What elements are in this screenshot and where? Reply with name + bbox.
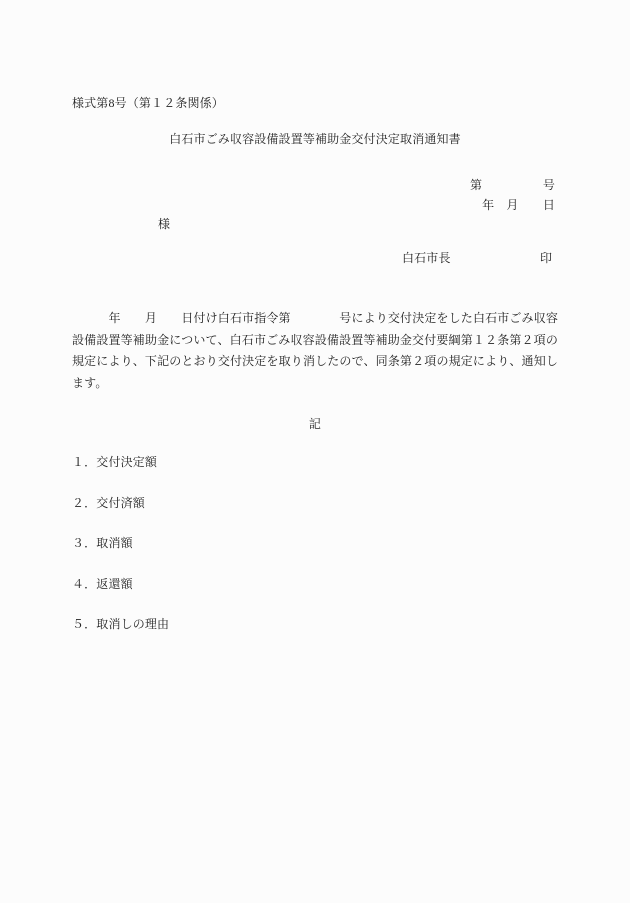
list-item-grant-decision-amount: １．交付決定額 (72, 455, 158, 469)
list-item-paid-amount: ２．交付済額 (72, 495, 145, 510)
form-number-label: 様式第8号（第１２条関係） (72, 96, 224, 110)
date-blank: 年 月 日 (482, 198, 555, 212)
body-line: 設備設置等補助金について、白石市ごみ収容設備設置等補助金交付要綱第１２条第２項の (72, 332, 558, 347)
document-number-blank: 第 号 (469, 178, 555, 192)
section-marker-ki: 記 (308, 417, 322, 431)
document-title: 白石市ごみ収容設備設置等補助金交付決定取消通知書 (169, 132, 461, 146)
body-line: ます。 (72, 375, 108, 390)
sender-name: 白石市長 (402, 251, 451, 265)
body-line: 規定により、下記のとおり交付決定を取り消したので、同条第２項の規定により、通知し (72, 354, 558, 368)
list-item-cancelled-amount: ３．取消額 (72, 536, 133, 550)
seal-mark: 印 (540, 251, 553, 265)
body-line: 年 月 日付け白石市指令第 号により交付決定をした白石市ごみ収容 (72, 311, 559, 325)
list-item-cancellation-reason: ５．取消しの理由 (72, 617, 170, 631)
recipient-honorific: 様 (158, 217, 171, 231)
list-item-refund-amount: ４．返還額 (72, 576, 133, 591)
